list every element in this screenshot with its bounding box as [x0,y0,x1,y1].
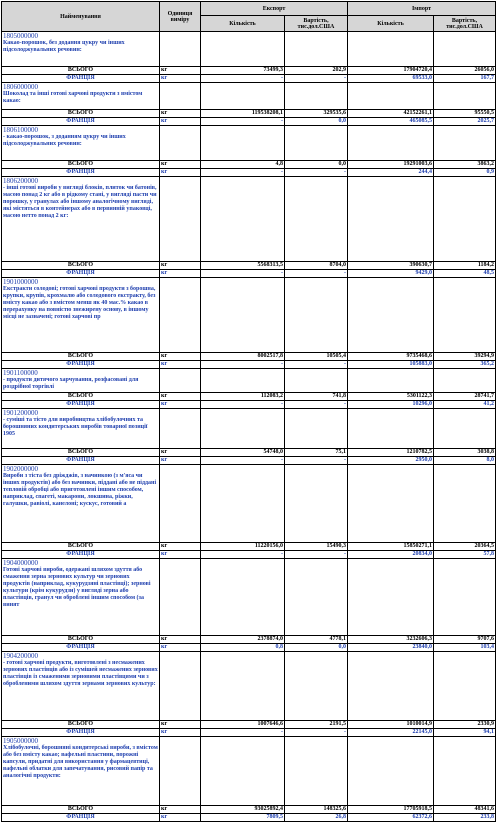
hs-code: 1806000000 [3,83,38,91]
empty-cell [160,126,201,161]
unit-cell: кг [160,118,201,126]
unit-cell: кг [160,806,201,814]
export-qty: - [201,729,285,737]
import-value: 28741,7 [434,393,496,401]
import-value: 48341,6 [434,806,496,814]
export-qty: 73499,3 [201,67,285,75]
import-qty: 3232606,3 [348,636,434,644]
empty-cell [348,465,434,543]
row-label: ВСЬОГО [2,110,160,118]
export-qty: - [201,169,285,177]
export-value: - [285,169,348,177]
hs-code: 1806200000 [3,177,38,185]
empty-cell [201,126,285,161]
import-value: 0,9 [434,169,496,177]
country-row [2,75,496,83]
section-row [2,126,496,161]
header-import: Імпорт [348,2,496,16]
section-description: - продукти дитячого харчування, розфасовані для роздрібної торгівлі [3,377,139,390]
unit-cell: кг [160,636,201,644]
import-value: 8,0 [434,457,496,465]
empty-cell [348,32,434,67]
section-description: - інші готові вироби у вигляді блоків, плиток чи батонів, масою понад 2 кг або в рідкому стані, у вигляді пасти чи порошку, у гранулах або іншому аналогічному вигляді, які містяться в контейнерах або в первинній упаковці, масою нетто понад 2 кг: [3,185,157,219]
empty-cell [285,409,348,449]
row-label: ВСЬОГО [2,543,160,551]
empty-cell [201,737,285,806]
section-description-cell [2,83,160,110]
empty-cell [160,737,201,806]
empty-cell [285,177,348,262]
hs-code: 1901000000 [3,278,38,286]
section-row [2,409,496,449]
import-qty: 9735468,6 [348,353,434,361]
section-description-cell [2,559,160,636]
unit-cell: кг [160,270,201,278]
export-value: - [285,401,348,409]
empty-cell [201,177,285,262]
export-qty: 119538208,1 [201,110,285,118]
header-export-qty: Кількість [201,16,285,32]
section-description: Шоколад та інші готові харчові продукти з вмістом какао: [3,91,143,104]
export-value: 148325,6 [285,806,348,814]
section-description: Готові харчові вироби, одержані шляхом здуття або смаження зерна зернових культур чи зернових продуктів (наприклад, кукурудзяні пластівці); зернові культури (крім кукурудзи) у вигляді зерна або пластівців, гранул чи оброблені іншим способом (за винят [3,567,151,608]
empty-cell [160,465,201,543]
hs-code: 1901100000 [3,369,38,377]
unit-cell: кг [160,75,201,83]
section-description: - суміші та тісто для виробництва хлібобулочних та борошняних кондитерських виробів товарної позиції 1905 [3,417,148,437]
section-description-cell [2,369,160,393]
section-row [2,32,496,67]
export-qty: - [201,75,285,83]
section-description-cell [2,32,160,67]
total-row [2,806,496,814]
export-value: 741,8 [285,393,348,401]
unit-cell: кг [160,449,201,457]
export-qty: 1007646,6 [201,721,285,729]
export-qty: - [201,270,285,278]
empty-cell [160,177,201,262]
import-value: 365,2 [434,361,496,369]
country-row [2,169,496,177]
unit-cell: кг [160,721,201,729]
section-description-cell [2,126,160,161]
import-qty: 1010014,9 [348,721,434,729]
empty-cell [434,126,496,161]
total-row [2,543,496,551]
unit-cell: кг [160,161,201,169]
export-value: 0,0 [285,161,348,169]
empty-cell [434,737,496,806]
hs-code: 1806100000 [3,126,38,134]
unit-cell: кг [160,393,201,401]
section-row [2,465,496,543]
import-value: 103,4 [434,644,496,652]
header-export: Експорт [201,2,348,16]
import-value: 26056,0 [434,67,496,75]
row-label: ВСЬОГО [2,161,160,169]
import-value: 167,7 [434,75,496,83]
export-qty: - [201,401,285,409]
import-value: 20364,5 [434,543,496,551]
empty-cell [348,126,434,161]
header-unit: Одиниця виміру [160,2,201,32]
unit-cell: кг [160,551,201,559]
section-description: - какао-порошок, з доданням цукру чи інших підсолоджувальних речовин: [3,134,126,147]
empty-cell [201,652,285,721]
section-description: - готові харчові продукти, виготовлені з несмажених зернових пластівців або із сумішей несмажених зернових пластівців із смаженими зерновими пластівцями чи з обробленими шляхом здуття зернами зернових культур: [3,660,158,687]
section-description-cell [2,465,160,543]
import-value: 3863,2 [434,161,496,169]
empty-cell [434,278,496,353]
section-description: Екстракти солодові; готові харчові продукти з борошна, крупки, крупів, крохмалю або солодового екстракту, без вмісту какао або з вмістом менш як 40 мас.% какао в перерахунку на повністю знежирену основу, в іншому місці не зазначені; готові харчові пр [3,286,156,320]
empty-cell [201,409,285,449]
empty-cell [434,559,496,636]
export-qty: - [201,457,285,465]
country-row [2,361,496,369]
unit-cell: кг [160,67,201,75]
unit-cell: кг [160,262,201,270]
row-label: ФРАНЦІЯ [2,361,160,369]
import-qty: 20834,0 [348,551,434,559]
empty-cell [201,83,285,110]
export-value: - [285,270,348,278]
row-label: ФРАНЦІЯ [2,270,160,278]
header-name: Найменування [2,2,160,32]
unit-cell: кг [160,814,201,822]
empty-cell [160,83,201,110]
hs-code: 1902000000 [3,465,38,473]
row-label: ВСЬОГО [2,262,160,270]
hs-code: 1904000000 [3,559,38,567]
empty-cell [285,83,348,110]
header-export-value: Вартість, тис.дол.США [285,16,348,32]
unit-cell: кг [160,169,201,177]
unit-cell: кг [160,729,201,737]
export-value: - [285,457,348,465]
section-description-cell [2,278,160,353]
import-qty: 62372,6 [348,814,434,822]
export-qty: 0,8 [201,644,285,652]
empty-cell [160,409,201,449]
row-label: ФРАНЦІЯ [2,75,160,83]
export-qty: - [201,551,285,559]
country-row [2,814,496,822]
empty-cell [285,369,348,393]
hs-code: 1805000000 [3,32,38,40]
import-qty: 5301122,3 [348,393,434,401]
row-label: ВСЬОГО [2,353,160,361]
empty-cell [285,559,348,636]
import-value: 2025,7 [434,118,496,126]
import-value: 233,8 [434,814,496,822]
row-label: ВСЬОГО [2,393,160,401]
export-value: 0,0 [285,644,348,652]
export-value: 26,8 [285,814,348,822]
row-label: ФРАНЦІЯ [2,169,160,177]
row-label: ФРАНЦІЯ [2,118,160,126]
import-qty: 10296,0 [348,401,434,409]
empty-cell [160,32,201,67]
empty-cell [285,32,348,67]
export-qty: 2378874,0 [201,636,285,644]
total-row [2,262,496,270]
table-body [2,32,496,822]
import-qty: 105883,0 [348,361,434,369]
row-label: ВСЬОГО [2,636,160,644]
export-value: 8704,0 [285,262,348,270]
unit-cell: кг [160,457,201,465]
section-row [2,177,496,262]
row-label: ВСЬОГО [2,721,160,729]
import-qty: 2950,0 [348,457,434,465]
import-value: 2330,9 [434,721,496,729]
empty-cell [434,177,496,262]
empty-cell [348,278,434,353]
empty-cell [160,652,201,721]
empty-cell [434,83,496,110]
import-qty: 23840,0 [348,644,434,652]
export-qty: 7809,5 [201,814,285,822]
import-qty: 465085,5 [348,118,434,126]
import-qty: 19291003,6 [348,161,434,169]
import-value: 39294,9 [434,353,496,361]
hs-code: 1904200000 [3,652,38,660]
total-row [2,721,496,729]
import-value: 41,2 [434,401,496,409]
country-row [2,729,496,737]
export-qty: 112083,2 [201,393,285,401]
section-description: Хлібобулочні, борошняні кондитерські вироби, з вмістом або без вмісту какао; вафельні пластини, порожні капсули, придатні для використання у фармацевтиці, вафельні облатки для запечатування, рисовий папір та аналогічні продукти: [3,745,158,779]
export-value: 10505,4 [285,353,348,361]
export-value: 75,1 [285,449,348,457]
country-row [2,270,496,278]
empty-cell [285,278,348,353]
import-qty: 17904720,4 [348,67,434,75]
export-value: - [285,75,348,83]
hs-code: 1905000000 [3,737,38,745]
import-qty: 244,4 [348,169,434,177]
export-value: - [285,551,348,559]
country-row [2,551,496,559]
empty-cell [285,737,348,806]
trade-table [1,1,496,822]
unit-cell: кг [160,543,201,551]
empty-cell [201,369,285,393]
total-row [2,161,496,169]
export-value: 2191,5 [285,721,348,729]
section-row [2,559,496,636]
export-qty: 54748,0 [201,449,285,457]
section-description-cell [2,409,160,449]
empty-cell [434,32,496,67]
total-row [2,353,496,361]
country-row [2,401,496,409]
export-qty: 4,8 [201,161,285,169]
export-value: 15490,3 [285,543,348,551]
empty-cell [285,126,348,161]
country-row [2,644,496,652]
import-value: 95550,5 [434,110,496,118]
row-label: ВСЬОГО [2,806,160,814]
import-value: 3038,8 [434,449,496,457]
section-row [2,652,496,721]
section-row [2,278,496,353]
total-row [2,636,496,644]
export-value: 329535,6 [285,110,348,118]
unit-cell: кг [160,361,201,369]
header-import-value: Вартість, тис.дол.США [434,16,496,32]
section-row [2,737,496,806]
empty-cell [160,559,201,636]
row-label: ВСЬОГО [2,67,160,75]
export-qty: 93025892,4 [201,806,285,814]
empty-cell [348,83,434,110]
total-row [2,393,496,401]
row-label: ФРАНЦІЯ [2,551,160,559]
section-row [2,369,496,393]
hs-code: 1901200000 [3,409,38,417]
country-row [2,118,496,126]
row-label: ФРАНЦІЯ [2,729,160,737]
import-value: 57,8 [434,551,496,559]
section-description-cell [2,177,160,262]
unit-cell: кг [160,353,201,361]
section-description-cell [2,652,160,721]
import-qty: 15850271,1 [348,543,434,551]
empty-cell [201,32,285,67]
export-value: - [285,361,348,369]
export-value: 202,9 [285,67,348,75]
header-import-qty: Кількість [348,16,434,32]
empty-cell [434,465,496,543]
export-qty: 5568313,5 [201,262,285,270]
import-value: 1184,2 [434,262,496,270]
export-qty: 8002517,8 [201,353,285,361]
export-value: 0,0 [285,118,348,126]
total-row [2,67,496,75]
unit-cell: кг [160,401,201,409]
empty-cell [434,369,496,393]
export-qty: 11220156,0 [201,543,285,551]
total-row [2,449,496,457]
row-label: ФРАНЦІЯ [2,457,160,465]
empty-cell [160,369,201,393]
import-qty: 69533,0 [348,75,434,83]
empty-cell [434,409,496,449]
import-qty: 390630,7 [348,262,434,270]
empty-cell [160,278,201,353]
empty-cell [285,652,348,721]
empty-cell [201,559,285,636]
empty-cell [201,465,285,543]
section-description: Какао-порошок, без додання цукру чи інших підсолоджувальних речовин: [3,40,125,53]
empty-cell [348,369,434,393]
empty-cell [201,278,285,353]
import-value: 48,5 [434,270,496,278]
unit-cell: кг [160,644,201,652]
import-qty: 17705918,5 [348,806,434,814]
export-value: 4778,1 [285,636,348,644]
empty-cell [434,652,496,721]
section-row [2,83,496,110]
country-row [2,457,496,465]
row-label: ФРАНЦІЯ [2,814,160,822]
import-qty: 1210782,5 [348,449,434,457]
section-description-cell [2,737,160,806]
empty-cell [348,737,434,806]
empty-cell [348,177,434,262]
row-label: ФРАНЦІЯ [2,401,160,409]
import-value: 9707,6 [434,636,496,644]
empty-cell [348,652,434,721]
import-qty: 42152261,1 [348,110,434,118]
import-qty: 9429,0 [348,270,434,278]
section-description: Вироби з тіста без дріжджів, з начинкою (з м'яса чи інших продуктів) або без начинки, піддані або не піддані тепловій обробці або приготовлені іншим способом, наприклад, спагеті, макарони, локшина, ріжки, галушки, равіолі, канелоні; кускус, готовий а [3,473,157,507]
empty-cell [285,465,348,543]
export-value: - [285,729,348,737]
export-qty: - [201,361,285,369]
unit-cell: кг [160,110,201,118]
row-label: ФРАНЦІЯ [2,644,160,652]
total-row [2,110,496,118]
import-qty: 22145,0 [348,729,434,737]
import-value: 94,1 [434,729,496,737]
row-label: ВСЬОГО [2,449,160,457]
trade-table-page [1,1,495,820]
empty-cell [348,559,434,636]
export-qty: - [201,118,285,126]
empty-cell [348,409,434,449]
